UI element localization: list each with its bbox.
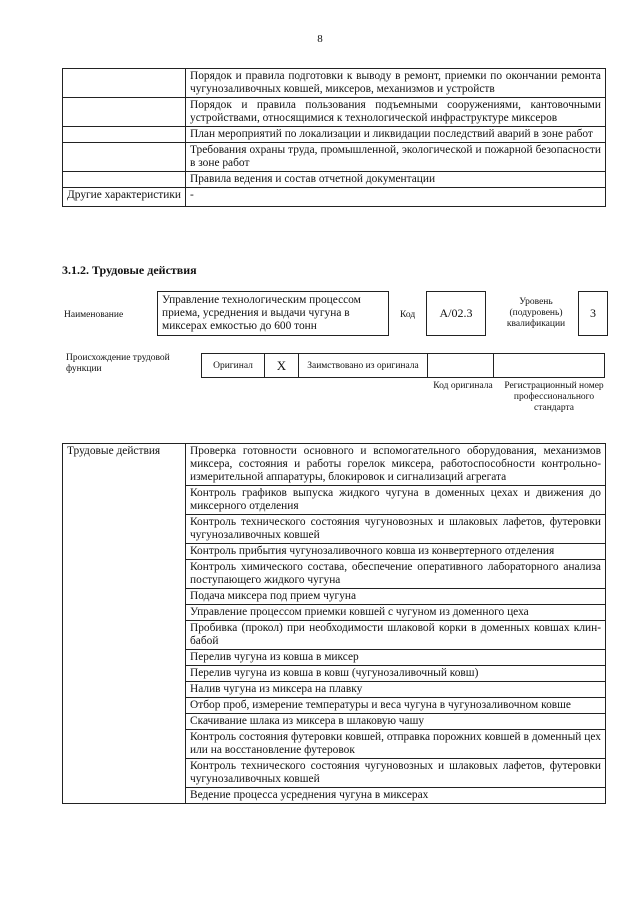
section-heading: 3.1.2. Трудовые действия: [62, 263, 197, 277]
table-cell: Порядок и правила пользования подъемными сооружениями, кантовочными устройствами, относящимися к технологической инфраструктуре миксеров: [186, 98, 606, 127]
table-cell: План мероприятий по локализации и ликвидации последствий аварий в зоне работ: [186, 127, 606, 143]
table-cell: Скачивание шлака из миксера в шлаковую чашу: [186, 714, 606, 730]
code-caption: Код оригинала: [433, 381, 493, 391]
table-row: [63, 69, 606, 98]
labor-actions-label: Трудовые действия: [63, 444, 186, 804]
code-label: Код: [400, 310, 416, 320]
table-cell: [63, 98, 186, 127]
table-cell: Пробивка (прокол) при необходимости шлаковой корки в доменных ковшах клин-бабой: [186, 621, 606, 650]
table-row: [63, 444, 606, 486]
table-cell: Контроль технического состояния чугуновозных и шлаковых лафетов, футеровки чугунозаливочных ковшей: [186, 759, 606, 788]
table-cell: [63, 69, 186, 98]
table-cell: Отбор проб, измерение температуры и веса чугуна в чугунозаливочном ковше: [186, 698, 606, 714]
table-cell: Контроль прибытия чугунозаливочного ковша из конвертерного отделения: [186, 544, 606, 560]
borrowed-cell: Заимствовано из оригинала: [298, 353, 428, 378]
table-cell: Налив чугуна из миксера на плавку: [186, 682, 606, 698]
labor-actions-table: [62, 443, 606, 804]
original-code-cell: [427, 353, 494, 378]
function-code-box: А/02.3: [426, 291, 486, 336]
table-cell: [63, 127, 186, 143]
table-cell: Порядок и правила подготовки к выводу в ремонт, приемки по окончании ремонта чугунозаливочных ковшей, миксеров, механизмов и устройств: [186, 69, 606, 98]
name-label: Наименование: [64, 310, 124, 320]
qualification-level-box: 3: [578, 291, 608, 336]
other-characteristics-label: Другие характеристики: [63, 188, 186, 207]
table-cell: Подача миксера под прием чугуна: [186, 589, 606, 605]
registration-caption: Регистрационный номер профессионального стандарта: [504, 381, 604, 413]
registration-number-cell: [493, 353, 605, 378]
original-mark: X: [264, 353, 299, 378]
table-cell: Контроль состояния футеровки ковшей, отправка порожних ковшей в доменный цех или на восстановление футеровок: [186, 730, 606, 759]
other-characteristics-value: -: [186, 188, 606, 207]
origin-row: [202, 353, 605, 378]
table-cell: Контроль технического состояния чугуновозных и шлаковых лафетов, футеровки чугунозаливочных ковшей: [186, 515, 606, 544]
table-cell: [63, 172, 186, 188]
table-row: [63, 98, 606, 127]
knowledge-table-continued: [62, 68, 606, 207]
table-row: [63, 143, 606, 172]
table-row: [63, 172, 606, 188]
table-cell: Ведение процесса усреднения чугуна в миксерах: [186, 788, 606, 804]
table-cell: Проверка готовности основного и вспомогательного оборудования, механизмов миксера, состояния и работы горелок миксера, работоспособности контрольно-измерительной аппаратуры, блокировок и сигнализаций агрегата: [186, 444, 606, 486]
table-cell: [63, 143, 186, 172]
table-row: [63, 127, 606, 143]
table-cell: Контроль химического состава, обеспечение оперативного лабораторного анализа поступающего жидкого чугуна: [186, 560, 606, 589]
table-cell: Правила ведения и состав отчетной документации: [186, 172, 606, 188]
page-number: 8: [317, 33, 323, 45]
table-cell: Контроль графиков выпуска жидкого чугуна в доменных цехах и движения до миксерного отделения: [186, 486, 606, 515]
table-cell: Требования охраны труда, промышленной, экологической и пожарной безопасности в зоне работ: [186, 143, 606, 172]
table-cell: Перелив чугуна из ковша в ковш (чугунозаливочный ковш): [186, 666, 606, 682]
table-row: [63, 188, 606, 207]
qualification-level-label: Уровень (подуровень) квалификации: [506, 297, 566, 329]
table-cell: Управление процессом приемки ковшей с чугуном из доменного цеха: [186, 605, 606, 621]
origin-label: Происхождение трудовой функции: [66, 353, 170, 374]
table-cell: Перелив чугуна из ковша в миксер: [186, 650, 606, 666]
function-name-box: Управление технологическим процессом приема, усреднения и выдачи чугуна в миксерах емкостью до 600 тонн: [157, 291, 389, 336]
original-cell: Оригинал: [201, 353, 265, 378]
